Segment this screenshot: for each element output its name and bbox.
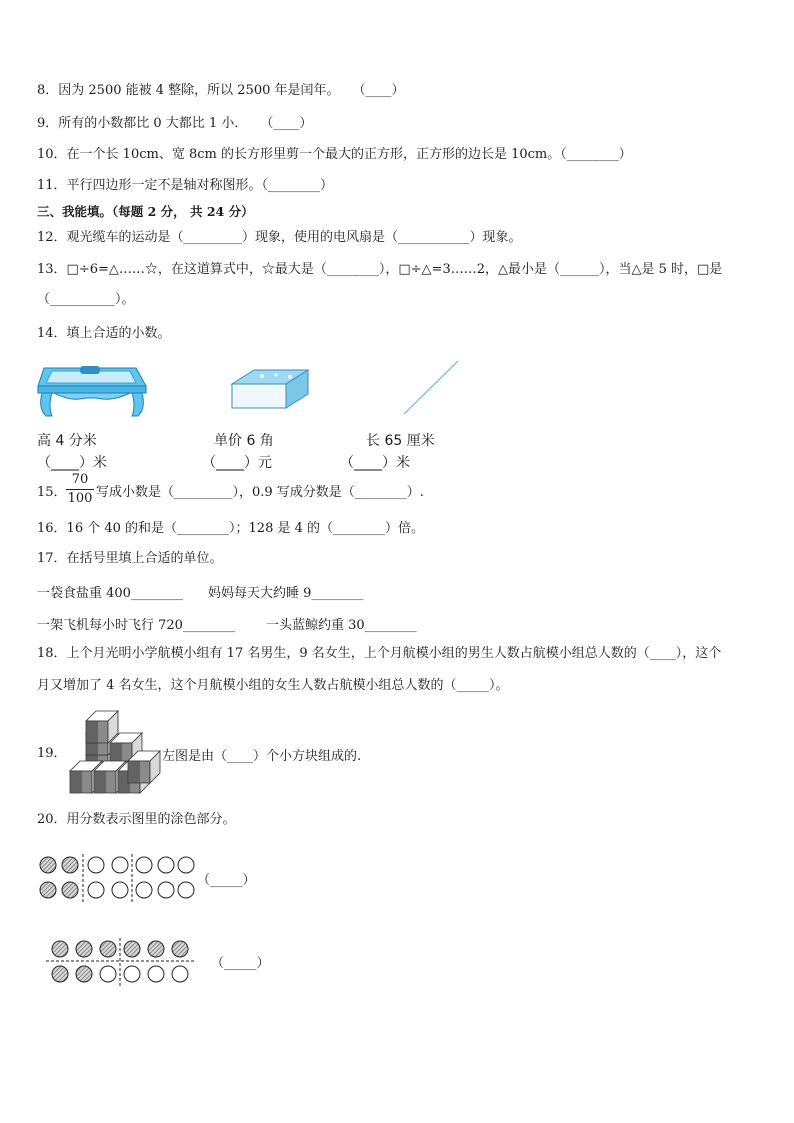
q20-answer-1: （_____）	[197, 873, 256, 888]
shaded-circle	[100, 941, 116, 957]
q17-item-salt: 一袋食盐重 400________	[37, 586, 183, 601]
q14-answer-height: （____）米	[37, 455, 107, 471]
question-19-number: 19．	[37, 746, 67, 761]
blank-circle	[100, 966, 116, 982]
q14-caption-height: 高 4 分米	[37, 433, 97, 449]
shaded-circle	[76, 941, 92, 957]
q17-item-whale: 一头蓝鲸约重 30________	[266, 618, 417, 633]
blank-circle	[172, 966, 188, 982]
shaded-circle	[124, 941, 140, 957]
question-17: 17．在括号里填上合适的单位。	[37, 551, 223, 566]
blank-circle	[112, 857, 128, 873]
shaded-circle	[62, 857, 78, 873]
shaded-circle	[148, 941, 164, 957]
blank-circle	[124, 966, 140, 982]
q20-figure-2	[44, 936, 196, 988]
question-11: 11．平行四边形一定不是轴对称图形。（________）	[37, 178, 334, 193]
question-20: 20．用分数表示图里的涂色部分。	[37, 812, 236, 827]
blank-circle	[158, 882, 174, 898]
q17-item-plane: 一架飞机每小时飞行 720________	[37, 618, 235, 633]
cube	[86, 711, 118, 743]
q14-answer-price: （____）元	[202, 455, 272, 471]
fraction-70-100	[66, 472, 94, 507]
blank-circle	[178, 857, 194, 873]
q14-caption-price: 单价 6 角	[214, 433, 274, 449]
cube	[128, 751, 160, 783]
shaded-circle	[52, 941, 68, 957]
shaded-circle	[40, 857, 56, 873]
shaded-circle	[52, 966, 68, 982]
blank-circle	[88, 882, 104, 898]
line-segment-icon	[400, 358, 462, 416]
question-13-line2: （__________）。	[37, 292, 135, 307]
question-10: 10．在一个长 10cm、宽 8cm 的长方形里剪一个最大的正方形，正方形的边长是 10cm。（________）	[37, 147, 632, 162]
table-icon	[36, 358, 148, 422]
question-15-number: 15．	[37, 485, 67, 500]
shaded-circle	[40, 882, 56, 898]
blank-circle	[136, 882, 152, 898]
fraction-denominator: 100	[67, 491, 93, 506]
question-16: 16．16 个 40 的和是（________）；128 是 4 的（________）倍。	[37, 521, 425, 536]
blank-circle	[148, 966, 164, 982]
blank-circle	[112, 882, 128, 898]
q20-answer-2: （_____）	[211, 956, 270, 971]
blank-circle	[158, 857, 174, 873]
shaded-circle	[172, 941, 188, 957]
q14-answer-length: （____）米	[340, 455, 410, 471]
blank-circle	[88, 857, 104, 873]
fraction-bar	[66, 489, 94, 490]
blank-circle	[178, 882, 194, 898]
question-18-line1: 18．上个月光明小学航模小组有 17 名男生，9 名女生，上个月航模小组的男生人数占航模小组总人数的（____），这个	[37, 646, 722, 661]
fraction-numerator: 70	[71, 472, 89, 487]
section-3-heading: 三、我能填。（每题 2 分， 共 24 分）	[37, 204, 254, 219]
question-13-line1: 13．□÷6=△……☆，在这道算式中，☆最大是（________），□÷△=3……2，△最小是（______），当△是 5 时，□是	[37, 262, 723, 277]
blank-circle	[136, 857, 152, 873]
cube-stack-icon	[66, 705, 162, 795]
shaded-circle	[62, 882, 78, 898]
question-12: 12．观光缆车的运动是（_________）现象，使用的电风扇是（___________）现象。	[37, 230, 522, 245]
q14-caption-length: 长 65 厘米	[366, 433, 435, 449]
question-19-text: 左图是由（____）个小方块组成的.	[162, 749, 362, 764]
question-15-text: 写成小数是（_________），0.9 写成分数是（________）.	[96, 485, 424, 500]
shaded-circle	[76, 966, 92, 982]
q20-figure-1	[40, 852, 190, 904]
question-9: 9．所有的小数都比 0 大都比 1 小． （____）	[37, 116, 313, 131]
question-8: 8．因为 2500 能被 4 整除，所以 2500 年是闰年。 （____）	[37, 83, 405, 98]
eraser-icon	[232, 368, 312, 412]
q17-item-sleep: 妈妈每天大约睡 9________	[208, 586, 364, 601]
question-18-line2: 月又增加了 4 名女生，这个月航模小组的女生人数占航模小组总人数的（_____）。	[37, 678, 509, 693]
question-14: 14．填上合适的小数。	[37, 326, 171, 341]
